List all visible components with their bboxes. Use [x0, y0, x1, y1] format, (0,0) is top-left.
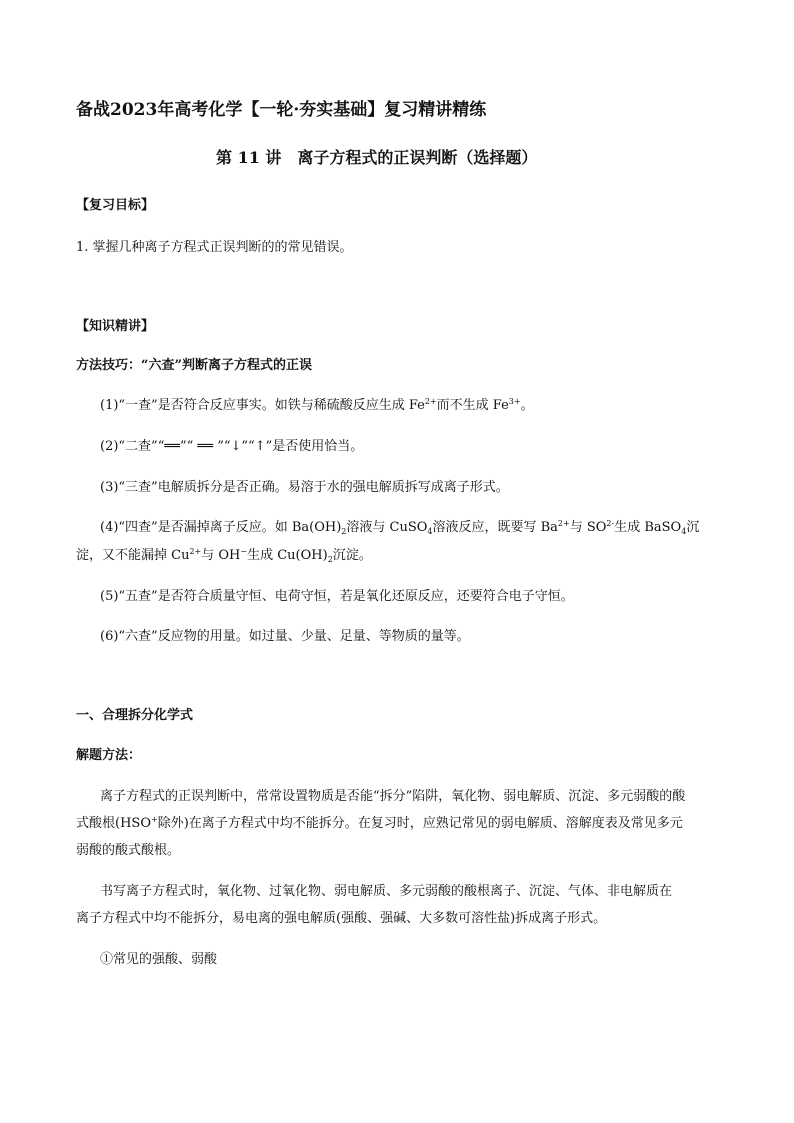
section-1-heading: 一、合理拆分化学式 [76, 708, 194, 723]
method-label: 解题方法： [76, 748, 142, 763]
para-2-line-1: 书写离子方程式时，氧化物、过氧化物、弱电解质、多元弱酸的酸根离子、沉淀、气体、非电解质在 [100, 884, 673, 899]
method-title: 方法技巧：“六查”判断离子方程式的正误 [76, 358, 312, 373]
check-1: (1)“一查”是否符合反应事实。如铁与稀硫酸反应生成 $Fe^{2+}$而不生成 $Fe^{3+}$。 [100, 397, 534, 413]
para-1-line-3: 弱酸的酸式酸根。 [76, 843, 181, 858]
review-goals-heading: 【复习目标】 [76, 198, 155, 213]
check-3: (3)“三查”电解质拆分是否正确。易溶于水的强电解质拆写成离子形式。 [100, 480, 509, 495]
check-6: (6)“六查”反应物的用量。如过量、少量、足量、等物质的量等。 [100, 629, 470, 644]
para-1-line-2: 式酸根(HSO+除外)在离子方程式中均不能拆分。在复习时，应熟记常见的弱电解质、溶解度表及常见多元 [76, 815, 683, 831]
para-2-line-2: 离子方程式中均不能拆分，易电离的强电解质(强酸、强碱、大多数可溶性盐)拆成离子形式。 [76, 911, 607, 926]
check-4-line-1: (4)“四查”是否漏掉离子反应。如 $Ba(OH)_2$溶液与 CuSO$_4$溶液反应，既要写 $Ba^{2+}$与 $SO^{2-}$生成 BaSO$_4$沉 [100, 519, 700, 536]
main-title: 备战2023年高考化学【一轮·夯实基础】复习精讲精练 [76, 100, 487, 120]
list-item-strong-weak-acids: ①常见的强酸、弱酸 [100, 952, 218, 967]
check-5: (5)“五查”是否符合质量守恒、电荷守恒，若是氧化还原反应，还要符合电子守恒。 [100, 589, 574, 604]
para-1-line-1: 离子方程式的正误判断中，常常设置物质是否能“拆分”陷阱，氧化物、弱电解质、沉淀、多元弱酸的酸 [100, 789, 686, 804]
lecture-title: 第 11 讲 离子方程式的正误判断（选择题） [216, 148, 538, 167]
check-4-line-2: 淀，又不能漏掉 $Cu^{2+}$与 OH−生成 $Cu(OH)_2$沉淀。 [76, 547, 372, 564]
review-goal-item: 1. 掌握几种离子方程式正误判断的的常见错误。 [76, 240, 353, 255]
knowledge-heading: 【知识精讲】 [76, 319, 155, 334]
check-2: (2)“二查”“══”“ ══ ”“↓”“↑”是否使用恰当。 [100, 439, 364, 454]
